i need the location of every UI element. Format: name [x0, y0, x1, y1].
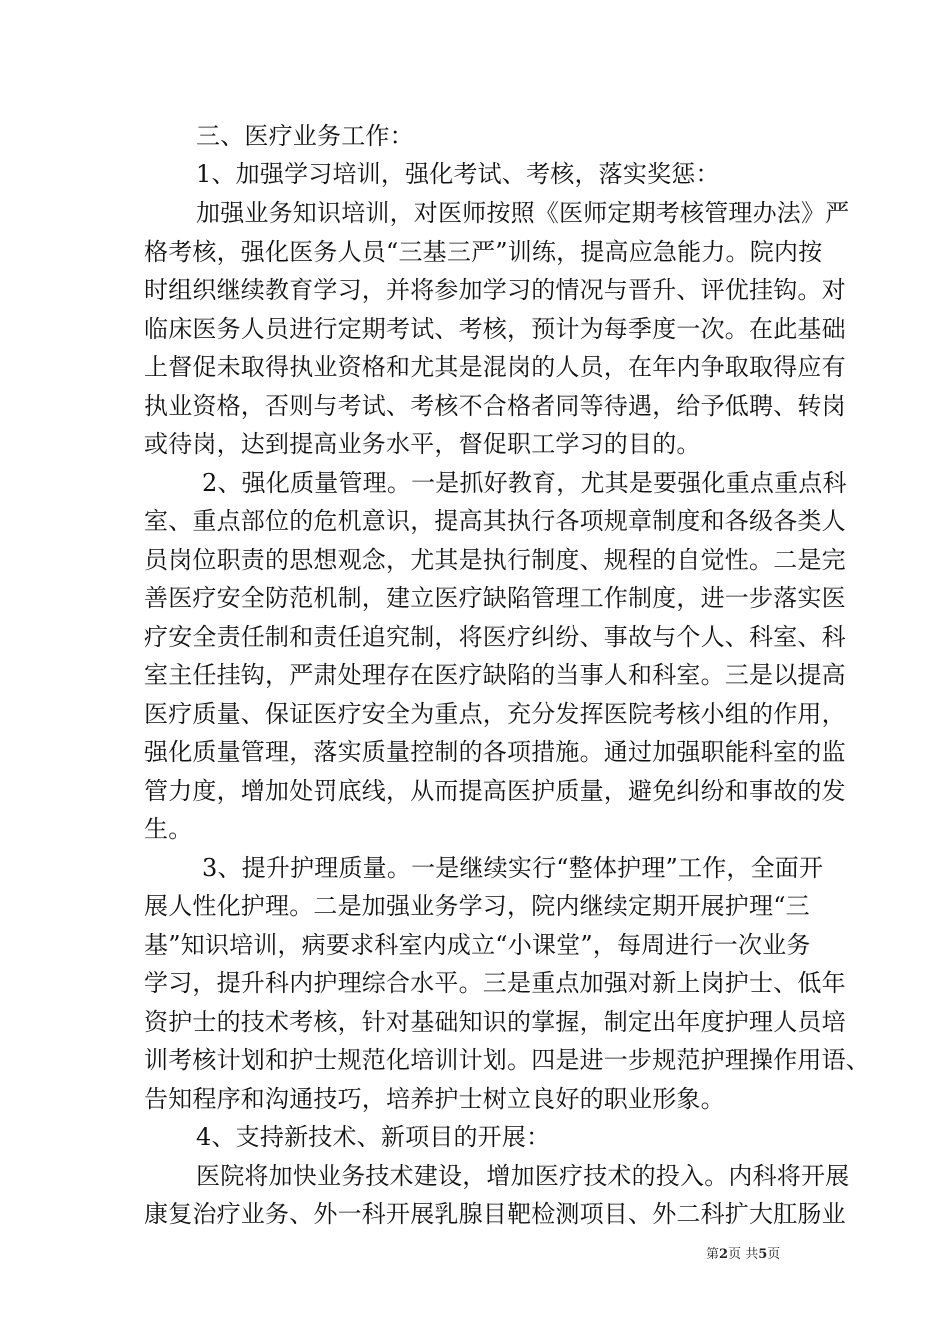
paragraph-line: 疗安全责任制和责任追究制，将医疗纠纷、事故与个人、科室、科 — [144, 623, 846, 651]
section-heading: 三、医疗业务工作： — [196, 122, 414, 150]
paragraph-line: 室主任挂钩，严肃处理存在医疗缺陷的当事人和科室。三是以提高 — [144, 661, 846, 689]
paragraph-line: 或待岗，达到提高业务水平，督促职工学习的目的。 — [144, 430, 701, 458]
paragraph-line: 上督促未取得执业资格和尤其是混岗的人员，在年内争取取得应有 — [144, 353, 846, 381]
paragraph-line: 学习，提升科内护理综合水平。三是重点加强对新上岗护士、低年 — [144, 969, 846, 997]
paragraph-line: 善医疗安全防范机制，建立医疗缺陷管理工作制度，进一步落实医 — [144, 584, 846, 612]
paragraph-line: 执业资格，否则与考试、考核不合格者同等待遇，给予低聘、转岗 — [144, 392, 846, 420]
paragraph-line: 医院将加快业务技术建设，增加医疗技术的投入。内科将开展 — [196, 1162, 850, 1190]
paragraph-line: 室、重点部位的危机意识，提高其执行各项规章制度和各级各类人 — [144, 507, 846, 535]
footer-prefix: 第 — [706, 1247, 720, 1262]
subheading-2: 2、强化质量管理。一是抓好教育，尤其是要强化重点重点科 — [202, 469, 847, 497]
current-page-number: 2 — [719, 1247, 729, 1262]
paragraph-line: 时组织继续教育学习，并将参加学习的情况与晋升、评优挂钩。对 — [144, 276, 846, 304]
paragraph-line: 训考核计划和护士规范化培训计划。四是进一步规范护理操作用语、 — [144, 1046, 870, 1074]
paragraph-line: 格考核，强化医务人员“三基三严”训练，提高应急能力。院内按 — [144, 238, 823, 266]
paragraph-line: 康复治疗业务、外一科开展乳腺目靶检测项目、外二科扩大肛肠业 — [144, 1200, 846, 1228]
paragraph-line: 生。 — [144, 815, 193, 843]
paragraph-line: 管力度，增加处罚底线，从而提高医护质量，避免纠纷和事故的发 — [144, 777, 846, 805]
total-pages-number: 5 — [758, 1247, 768, 1262]
paragraph-line: 展人性化护理。二是加强业务学习，院内继续定期开展护理“三 — [144, 892, 810, 920]
footer-middle: 页 共 — [728, 1247, 759, 1262]
subheading-4: 4、支持新技术、新项目的开展： — [196, 1123, 551, 1151]
paragraph-line: 基”知识培训，病要求科室内成立“小课堂”，每周进行一次业务 — [144, 931, 811, 959]
paragraph-line: 医疗质量、保证医疗安全为重点，充分发挥医院考核小组的作用， — [144, 700, 846, 728]
paragraph-line: 资护士的技术考核，针对基础知识的掌握，制定出年度护理人员培 — [144, 1008, 846, 1036]
paragraph-line: 加强业务知识培训，对医师按照《医师定期考核管理办法》严 — [196, 199, 850, 227]
paragraph-line: 临床医务人员进行定期考试、考核，预计为每季度一次。在此基础 — [144, 315, 846, 343]
subheading-3: 3、提升护理质量。一是继续实行“整体护理”工作，全面开 — [202, 854, 824, 882]
paragraph-line: 强化质量管理，落实质量控制的各项措施。通过加强职能科室的监 — [144, 738, 846, 766]
subheading-1: 1、加强学习培训，强化考试、考核，落实奖惩： — [196, 160, 720, 188]
paragraph-line: 员岗位职责的思想观念，尤其是执行制度、规程的自觉性。二是完 — [144, 546, 846, 574]
page-footer — [706, 1247, 780, 1263]
footer-suffix: 页 — [767, 1247, 781, 1262]
paragraph-line: 告知程序和沟通技巧，培养护士树立良好的职业形象。 — [144, 1085, 725, 1113]
